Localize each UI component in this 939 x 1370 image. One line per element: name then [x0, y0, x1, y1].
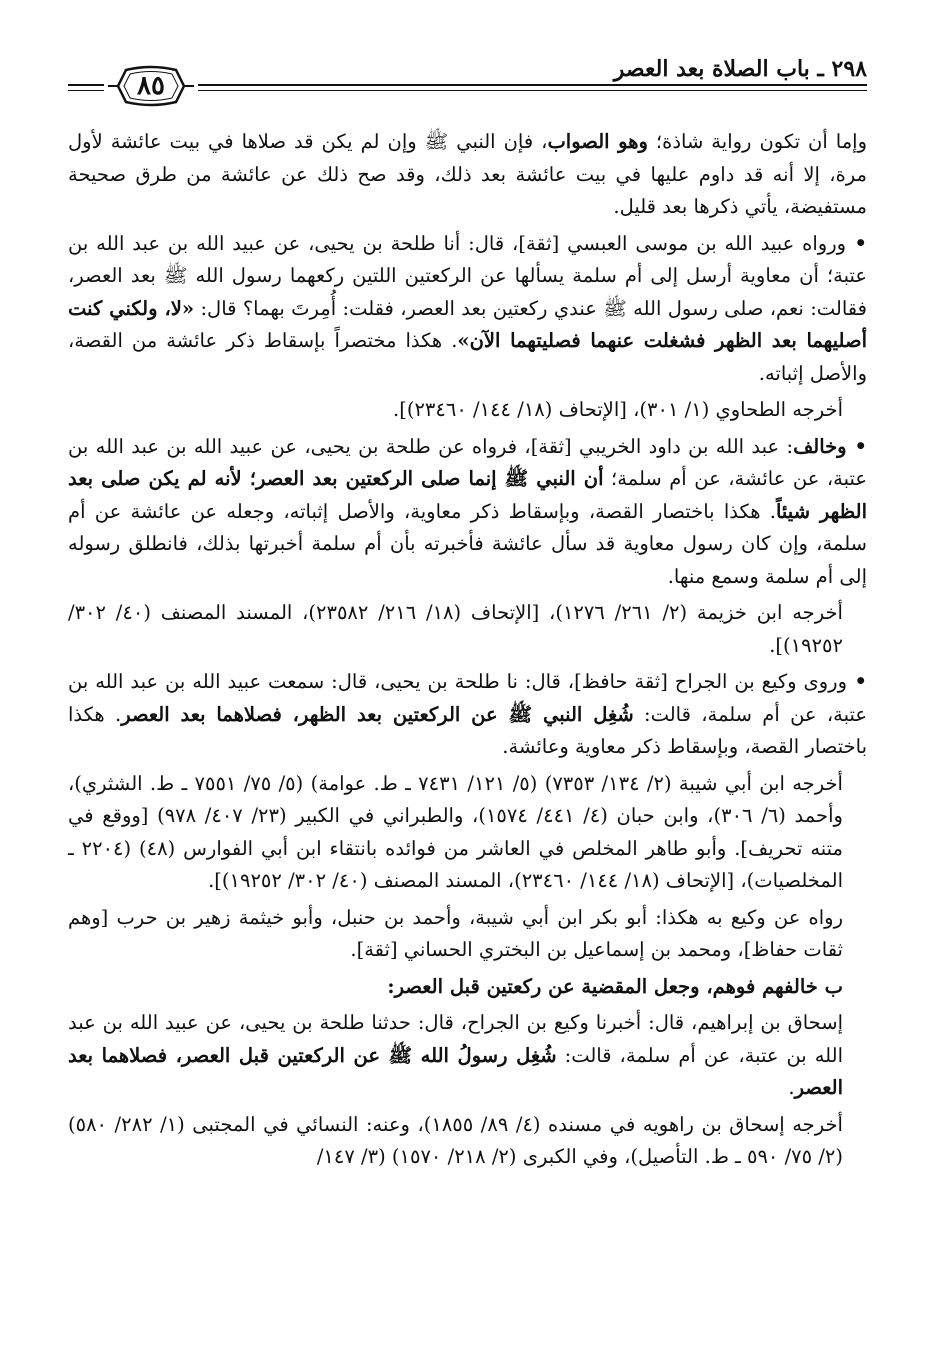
bold-text-span: شُغِل النبي ﷺ عن الركعتين بعد الظهر، فصلاهما بعد العصر [121, 702, 634, 726]
page-header [68, 44, 867, 100]
hadith-number: ٨٥ [137, 71, 165, 101]
text-paragraph [68, 1007, 867, 1105]
text-span: وإما أن تكون رواية شاذة؛ [647, 130, 867, 153]
text-span: وروى وكيع بن الجراح [ثقة حافظ]، قال: نا طلحة بن يحيى، قال: سمعت عبيد الله بن عبد الله بن عتبة، عن أم سلمة، قالت: [68, 670, 867, 726]
header-rule [198, 84, 867, 86]
chapter-title: ٢٩٨ ـ باب الصلاة بعد العصر [613, 56, 867, 82]
text-paragraph [68, 431, 867, 594]
text-paragraph [68, 902, 867, 967]
text-span: أخرجه إسحاق بن راهويه في مسنده (٤/ ٨٩/ ١٨٥٥)، وعنه: النسائي في المجتبى (١/ ٢٨٢/ ٥٨٠) (٢/ ٧٥/ ٥٩٠ ـ ط. التأصيل)، وفي الكبرى (٢/ ٢١٨/ ١٥٧٠) (٣/ ١٤٧/ [68, 1112, 843, 1168]
header-rule [68, 84, 104, 86]
text-paragraph [68, 1109, 867, 1174]
text-span: . [788, 1076, 795, 1099]
bold-text-span: وهو الصواب [547, 130, 648, 153]
text-span: ورواه عبيد الله بن موسى العبسي [ثقة]، قال: أنا طلحة بن يحيى، عن عبيد الله بن عبد الله بن عتبة؛ أن معاوية أرسل إلى أم سلمة يسألها عن الركعتين اللتين ركعهما رسول الله ﷺ بعد العصر، فقالت: نعم، صلى رسول الله ﷺ عندي ركعتين بعد العصر، فقلت: أُمِرتَ بهما؟ قال: [68, 231, 867, 320]
text-span: . هكذا مختصراً بإسقاط ذكر عائشة من القصة، والأصل إثباته. [68, 329, 867, 385]
bold-text-span: أن النبي ﷺ إنما صلى الركعتين بعد العصر؛ لأنه لم يكن صلى بعد الظهر شيئاً [68, 467, 867, 523]
bold-text-span: • [847, 670, 867, 693]
hadith-number-badge [104, 64, 198, 108]
text-span: . هكذا باختصار القصة، وبإسقاط ذكر معاوية، والأصل إثباته، وجعله عن عائشة عن أم سلمة، وإن كان رسول معاوية قد سأل عائشة فأخبرته بأن أم سلمة أخبرتها بذلك، فانطلق رسوله إلى أم سلمة وسمع منها. [68, 499, 867, 588]
text-span: أخرجه الطحاوي (١/ ٣٠١)، [الإتحاف (١٨/ ١٤٤/ ٢٣٤٦٠)]. [393, 398, 843, 421]
text-span: رواه عن وكيع به هكذا: أبو بكر ابن أبي شيبة، وأحمد بن حنبل، وأبو خيثمة زهير بن حرب [وهم ثقات حفاظ]، ومحمد بن إسماعيل بن البختري الحساني [ثقة]. [68, 905, 843, 961]
text-paragraph [68, 971, 867, 1004]
bold-text-span: «لا، ولكني كنت أصليهما بعد الظهر فشغلت عنهما فصليتهما الآن» [68, 296, 867, 352]
text-span: ، فإن النبي ﷺ وإن لم يكن قد صلاها في بيت عائشة لأول مرة، إلا أنه قد داوم عليها في بيت عائشة بعد ذلك، وقد صح ذلك عن عائشة من طرق صحيحة مستفيضة، يأتي ذكرها بعد قليل. [68, 130, 867, 218]
text-span: : عبد الله بن داود الخريبي [ثقة]، فرواه عن طلحة بن يحيى، عن عبيد الله بن عبد الله بن عتبة، عن عائشة، عن أم سلمة؛ [68, 434, 867, 490]
bold-text-span: شُغِل رسولُ الله ﷺ عن الركعتين قبل العصر، فصلاهما بعد العصر [68, 1043, 843, 1099]
text-span: أخرجه ابن أبي شيبة (٢/ ١٣٤/ ٧٣٥٣) (٥/ ١٢١/ ٧٤٣١ ـ ط. عوامة) (٥/ ٧٥/ ٧٥٥١ ـ ط. الشثري)، وأحمد (٦/ ٣٠٦)، وابن حبان (٤/ ٤٤١/ ١٥٧٤)، والطبراني في الكبير (٢٣/ ٤٠٧/ ٩٧٨) [ووقع في متنه تحريف]. وأبو طاهر المخلص في العاشر من فوائده بانتقاء ابن أبي الفوارس (٤٨) (٢٢٠٤ ـ المخلصيات)، [الإتحاف (١٨/ ١٤٤/ ٢٣٤٦٠)، المسند المصنف (٤٠/ ٣٠٢/ ١٩٢٥٢)]. [68, 771, 843, 892]
text-span: أخرجه ابن خزيمة (٢/ ٢٦١/ ١٢٧٦)، [الإتحاف (١٨/ ٢١٦/ ٢٣٥٨٢)، المسند المصنف (٤٠/ ٣٠٢/ ١٩٢٥٢)]. [68, 601, 843, 657]
text-paragraph [68, 597, 867, 662]
text-paragraph [68, 394, 867, 427]
bold-text-span: ب خالفهم فوهم، وجعل المقضية عن ركعتين قبل العصر: [387, 974, 843, 998]
text-paragraph [68, 768, 867, 898]
text-paragraph [68, 126, 867, 224]
text-span: . هكذا باختصار القصة، وبإسقاط ذكر معاوية وعائشة. [68, 702, 867, 758]
text-paragraph [68, 666, 867, 764]
bold-text-span: • وخالف [793, 434, 867, 458]
text-span: إسحاق بن إبراهيم، قال: أخبرنا وكيع بن الجراح، قال: حدثنا طلحة بن يحيى، عن عبيد الله بن عبد الله بن عتبة، عن أم سلمة، قالت: [68, 1011, 843, 1067]
header-rule [68, 90, 104, 91]
header-rule [198, 90, 867, 91]
bold-text-span: • [846, 231, 867, 255]
text-paragraph [68, 228, 867, 391]
page-body [68, 126, 867, 1174]
